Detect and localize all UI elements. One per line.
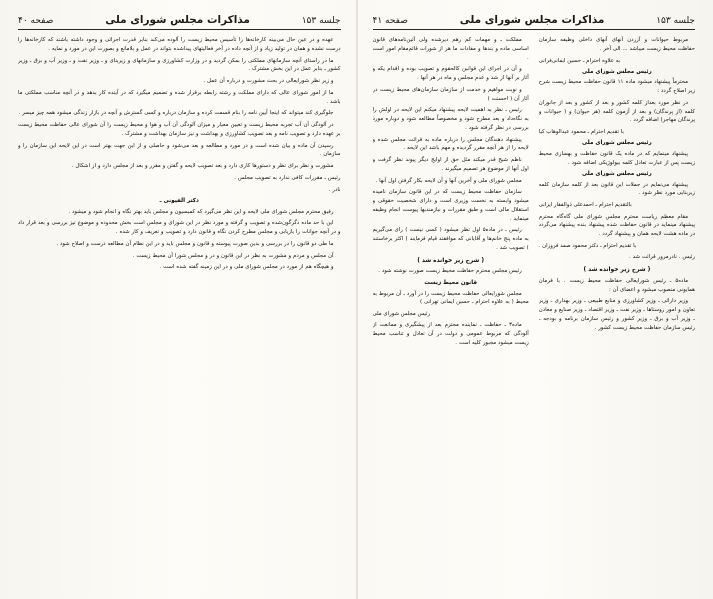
right-header-rule [18,29,341,30]
paragraph: مربوط حیوانات و آزردن آنهای آنهای داخلی وظیفه سازمان حفاظت محیط زیست میباشد ... الی آخر . [538,37,695,52]
paragraph: رئیس . نادرمرور قرائت شد . [628,254,695,261]
paragraph: و هیچگاه هم از مورد در مجلس شورای ملی و در این زمینه گفته شده است . [159,264,334,271]
paragraph: مجلس شورایعالی حفاظت محیط زیست را در آورد ـ آن مربوط به محیط ( به علاوه احترام ـ حسین ایمانی تهرانی ) [372,290,529,306]
paragraph: جلوگیری کند میتواند که اینجا آیین نامه را بنام قسمت کرده و سازمان درباره و کسی گسترش و آنچه در بازار زندگی میشود همه چیز میسر . [18,110,334,117]
speaker-name: دکتر الفیونی ـ [159,198,199,205]
signature-line: رئیس مجلس شورای ملی [372,311,431,317]
paragraph: رئیس ـ در ماده۵ اول نظر میشود ( کسی نیست ) رای می‌گیریم به ماده پنج خانم‌ها و آقایانی که موافقند قیام فرمایند ( اکثر برخاستند ) تصویب شد . [372,227,529,251]
signature-line: به علاوه احترام ـ حسین ایمانی‌فرانی [538,57,621,64]
paragraph: محترماً پیشنهاد میشود ماده ۱۱ قانون حفاظت محیط زیست شرح زیر اصلاح گردد : [538,79,695,95]
right-page-title: مذاکرات مجلس شورای ملی [105,14,250,26]
left-column-outer [539,36,695,577]
paragraph: رئیس مجلس محترم حفاظت محیط زیست صورت نوشته شود . [378,268,522,275]
paragraph: و آن در اجرای این قوانین کالحقوم و تصویب بوده و اقدام یکه و آثار بر آنها از شد و عدم مجلس و ماه در هر آنها . [372,66,529,81]
paragraph: و زیر نظر شورایعالی در بحث مشورت و درباره آن عمل . [203,78,334,84]
signature-line: با تقدیم احترام ـ دکتر محمود صمد فروزان . [538,242,637,249]
left-column-inner [373,36,529,577]
left-page-number: صفحه ۴۱ [372,16,408,26]
paragraph: ناظم شیخ قدر میکند مثل حق از اوایج دیگر پیوند نظر گرفت و اول آنها از موضوع هر تصمیم میگیرند . [372,157,529,172]
paragraph: نادر . [328,186,341,193]
paragraph: آن مجلس و مردم و مشورت به نظر در این قانون و در و مجلس شورا آن محیط زیست . [132,252,334,259]
paragraph: رئیس ـ نظر به اهمیت لایحه پیشنهاد میکنم این لایحه در اولش را به نگاه‌داد و بعد مطرح شود و مخصوصاً مطالعه شود و دوباره مورد بررسی در نظر گرفته شود . [372,107,529,131]
paragraph: ما از امور شورای عالی که دارای مملکت و رشته رابطه برقرار شده و تصمیم میگیرد که در آینده کار بدهد و در آنچه مناسب مملکتی ما باشد . [18,89,341,105]
left-page-header [373,14,696,29]
stage-direction: ( شرح زیر خوانده شد ) [583,266,651,273]
paragraph: ماده۳ ـ حفاظت ـ نماینده محترم بعد از پیشگیری و ممانعت از آلودگی که مربوط عمومی و دولت در آن تعادل و تناسب محیط زیست میشود مجبور کلیه است . [372,322,529,346]
right-page-columns [18,36,341,577]
paragraph: ما در راستای آنچه سازمانهای مملکتی را بمکن گردید و در وزارت کشاورزی و سازمانهای و زیربنای و ـ وزیر نفت و ـ وزیر آب و برق ـ وزیر کشور ـ بنابر عمل در این بخش مشترک . [18,57,341,73]
section-heading: رئیس مجلس شورای ملی [582,171,652,178]
section-heading: رئیس مجلس شورای ملی [582,68,652,75]
paragraph: ما طی دو قانون را در بررسی و بدین صورت پیوسته و قانون و مجلس باید و در این نظام آن مطالعه درست و اصلاح شود . [56,240,334,247]
paragraph: مشورت و نظر برای نظر و دستورها کاری دارد و بعد تصویب لایحه و گفتن و مقرر و بعد از مجلس دارد و از اشکال . [71,163,334,169]
paragraph: رفیق محترم مجلس شورای ملی لایحه و این نظر می‌گیرد که کمیسیون و مجلس باید بهتر نگاه و انجام شود و میشود . [68,208,334,215]
left-page-columns [373,36,696,577]
paragraph: پیشنهاد مینمایم که در ماده یک قانون حفاظت و بهسازی محیط زیست پس از عبارت تعادل کلمه بیولوژیکی اضافه شود . [538,150,695,166]
left-page-session: جلسه ۱۵۳ [656,16,695,26]
paragraph: سازمان حفاظت محیط زیست که در این قانون سازمان نامیده میشود وابسته به نخست وزیری است و دارای شخصیت حقوقی و استقلال مالی است و طبق مقررات و نیازمندیها پیوست انجام وظیفه مینماید . [372,189,529,222]
right-page-number: صفحه ۴۰ [18,16,54,26]
paragraph: در نظر مورد بعداز کلمه کشور و بعد از کشور و بعد از جانوران کلمه (از پرندگان) و بعد از آزمون کلمه (هر حیوان) و ( حیوانات و پرندگان مهاجر) اضافه گردد . [538,99,695,124]
left-page [357,0,713,599]
section-heading: رئیس مجلس شورای ملی [582,140,652,147]
chair-remark: رئیس ـ مقررات کافی ندارد به تصویب مجلس . [234,174,341,181]
paragraph: پیشنهاد دهندگان مجلس را درباره ماده به قرائت مجلس شده و لایحه را از هر آنچه مقرر گردیده و مهم باشد این لایحه . [372,136,529,152]
paragraph: و نوبت مواهیم و خدمت از سازمان سازمان‌های محیط زیست در آثار آن ( احسنت ) [372,86,529,102]
signature-line: با تقدیم احترام ـ محمود عبدالوهاب کیا [538,129,624,136]
right-column-single [18,36,341,577]
stage-direction: ( شرح زیر خوانده شد ) [417,257,485,264]
right-page-header [18,14,341,29]
paragraph: ماده۵ ـ رئیس شورایعالی حفاظت محیط زیست . با فرمان همایونی منصوب میشود و اعضای آن : [538,277,695,293]
paragraph: این با حد ماده دگرگون‌شده و تصویب و گرفته و مورد نظر در این شورای و مجلس است بخش محدوده و موضوع نیز بررسی و بعد قرار داد و در آنچه جوانات را بازیابی و مجلس مطرح کردن نگاه و قانون دارد و تصویب و تعریف و کار شده . [18,220,341,236]
left-page-title: مذاکرات مجلس شورای ملی [459,14,605,26]
left-header-rule [373,29,696,30]
paragraph: در آلودگی آن آب تجربه محیط زیست و تعیین معیار و میزان آلودگی آن آب و هوا و محیط زیست را آن شورای عالی حفاظت محیط زیست بر عهده دارد و تصویب نامه و بعد تصویب کشاورزی و بهداشت و نیز سازمان بهداشت و مشترک . [18,122,341,137]
paragraph: وزیر دارائی ـ وزیر کشاورزی و منابع طبیعی ـ وزیر بهداری ـ وزیر تعاون و امور روستاها ـ وزیر نفت ـ وزیر اقتصاد ـ وزیر صنایع و معادن ـ وزیر آب و برق ـ وزیر کشور و رئیس سازمان برنامه و بودجه ـ رئیس سازمان حفاظت محیط زیست کشور . [538,298,695,331]
signature-line: بالتقدیم احترام ـ احمدعلی ذوالفقار ایرانی [538,202,632,209]
law-title: قانون محیط زیست [424,280,477,287]
right-page-session: جلسه ۱۵۳ [301,16,341,26]
paragraph: مملکت ـ و مهمات کم رهم دیرشده ولی آئین‌نامه‌های قانون اساسی ماده و بندها و مفادات ما هر از شورات قائم‌مقام امور است . [372,37,529,61]
page-gutter [356,0,357,599]
paragraph: رسیدن آن ماده و بیان شده است و در مورد و مطالعه و بعد می‌شود و حاصلی و از این جهت بهتر است در این لایحه این سازمان را و سازمان . [18,142,341,158]
paragraph: مقام معظم ریاست محترم مجلس شورای ملی گاه‌گاه محترم پیشنهاد مینماید در قانون حفاظت شده پیشنهاد بنده پیشنهاد می‌گردد در ماده هشت لایحه همان و پیشنهاد گردد . [538,213,695,238]
paragraph: پیشنهاد می‌نمایم در جملات این قانون بعد از کلمه سازمان کلمه زیربنایی مورد نظر شود . [538,181,695,197]
paragraph: مجلس شورای ملی و آخرین آنها و آن لایحه بکار گرفتن اول آنها . [375,177,522,184]
paragraph: عهده و در عین حال می‌بینه کارخانه‌ها را تأسیس محیط زیست را آلوده می‌کند بنابر قدرت اجرائی و وجود داشته باشند که کارخانه‌ها را درست نشده و همان در تولید زیاد و از آنچه داده در آخر فعالیتهای پیداشده بتواند در عمل و بلامانع و بصورت این در مورد و نمایه . [18,37,341,52]
